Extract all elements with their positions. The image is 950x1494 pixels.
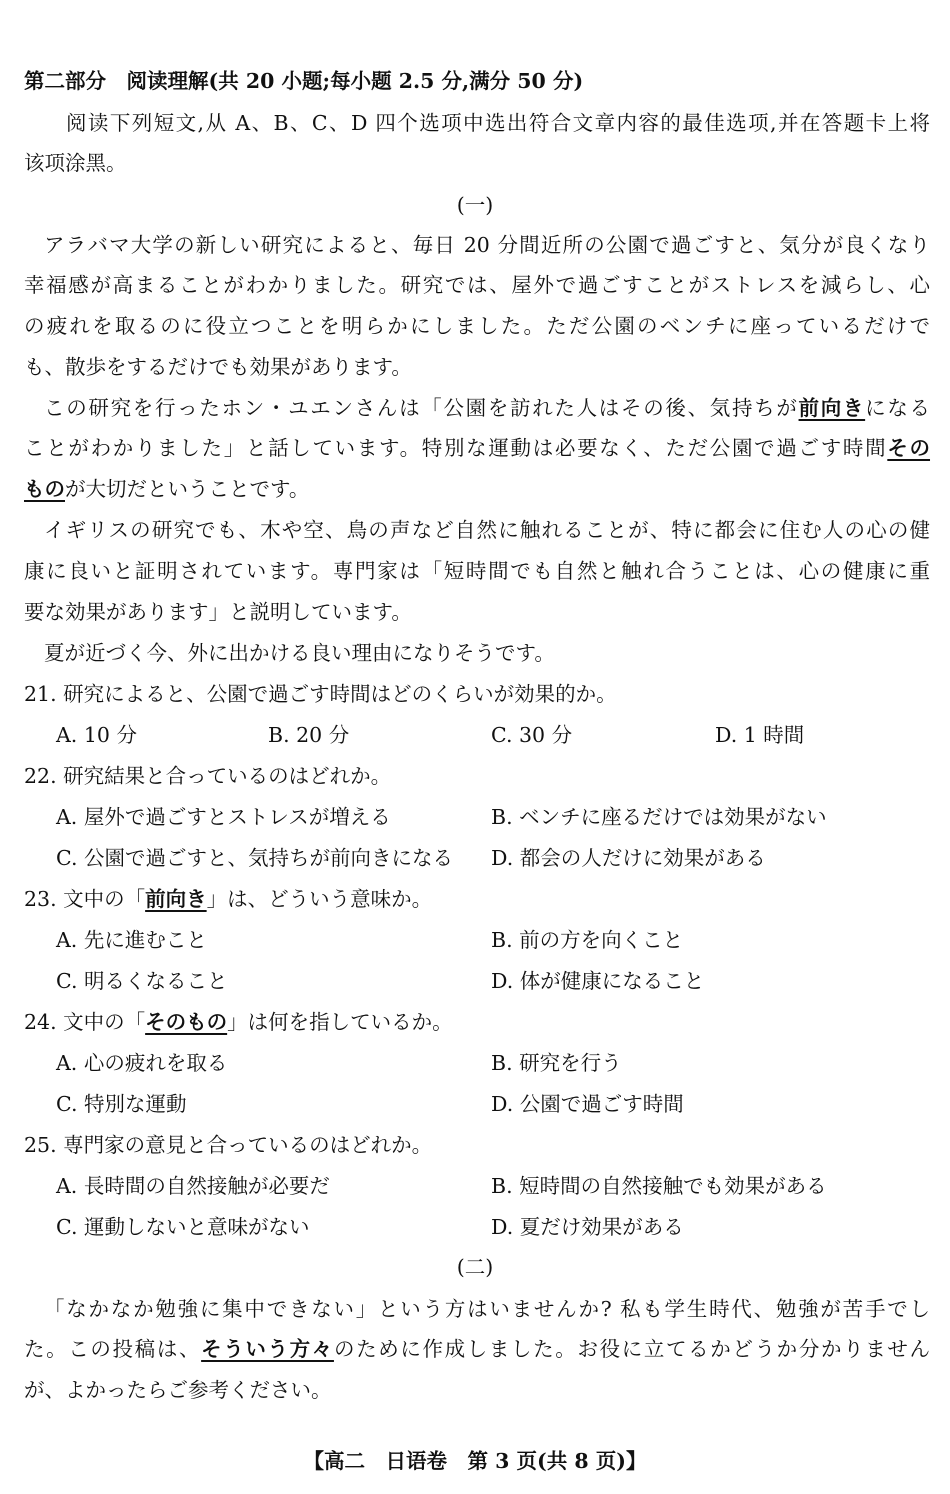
passage-2-line: が、よかったらご参考ください。 <box>24 1378 332 1402</box>
question-25-stem: 25. 専門家の意見と合っているのはどれか。 <box>24 1133 433 1157</box>
question-22-stem: 22. 研究結果と合っているのはどれか。 <box>24 764 392 788</box>
question-23-option-d: D. 体が健康になること <box>491 969 705 993</box>
question-23-option-a: A. 先に進むこと <box>56 928 207 952</box>
question-25-option-d: D. 夏だけ効果がある <box>491 1215 684 1239</box>
passage-1-line: 夏が近づく今、外に出かける良い理由になりそうです。 <box>44 641 555 665</box>
underlined-word-souiu-katagata: そういう方々 <box>201 1337 334 1361</box>
underlined-word-sonomono-part1: その <box>887 436 931 460</box>
question-22-option-c: C. 公園で過ごすと、気持ちが前向きになる <box>56 846 453 870</box>
passage-1-label: (一) <box>456 193 494 217</box>
question-24-option-c: C. 特別な運動 <box>56 1092 187 1116</box>
underlined-word: 前向き <box>145 887 207 911</box>
text-span: のために作成しました。お役に立てるかどうか分かりません <box>333 1337 931 1361</box>
passage-1-line <box>24 474 930 504</box>
passage-2-line: 「なかなか勉強に集中できない」という方はいませんか? 私も学生時代、勉強が苦手でし <box>44 1297 930 1321</box>
page-footer: 【高二 日语卷 第 3 页(共 8 页)】 <box>303 1449 647 1473</box>
question-25-option-c: C. 運動しないと意味がない <box>56 1215 310 1239</box>
question-24-stem <box>24 1007 930 1037</box>
underlined-word-maemuki: 前向き <box>798 396 866 420</box>
section-header: 第二部分 阅读理解(共 20 小题;每小题 2.5 分,满分 50 分) <box>24 69 584 93</box>
text-span: 」は何を指しているか。 <box>227 1010 453 1034</box>
text-span: ことがわかりました」と話しています。特別な運動は必要なく、ただ公園で過ごす時間 <box>24 436 888 460</box>
passage-1-line: 康に良いと証明されています。専門家は「短時間でも自然と触れ合うことは、心の健康に重 <box>24 559 930 583</box>
question-22-option-a: A. 屋外で過ごすとストレスが増える <box>56 805 391 829</box>
text-span: 24. 文中の「 <box>24 1010 146 1034</box>
question-21-option-c: C. 30 分 <box>491 723 573 747</box>
passage-1-line: アラバマ大学の新しい研究によると、毎日 20 分間近所の公園で過ごすと、気分が良くなり <box>44 233 930 257</box>
text-span: この研究を行ったホン・ユエンさんは「公園を訪れた人はその後、気持ちが <box>44 396 799 420</box>
question-21-option-d: D. 1 時間 <box>715 723 805 747</box>
question-22-option-d: D. 都会の人だけに効果がある <box>491 846 766 870</box>
question-21-stem: 21. 研究によると、公園で過ごす時間はどのくらいが効果的か。 <box>24 682 617 706</box>
passage-1-line <box>44 393 930 423</box>
passage-1-line: も、散歩をするだけでも効果があります。 <box>24 355 412 379</box>
question-24-option-d: D. 公園で過ごす時間 <box>491 1092 684 1116</box>
question-25-option-b: B. 短時間の自然接触でも効果がある <box>491 1174 827 1198</box>
passage-2-label: (二) <box>456 1255 494 1279</box>
question-21-option-b: B. 20 分 <box>268 723 350 747</box>
passage-1-line: イギリスの研究でも、木や空、鳥の声など自然に触れることが、特に都会に住む人の心の健 <box>44 518 930 542</box>
question-24-option-a: A. 心の疲れを取る <box>56 1051 228 1075</box>
question-24-option-b: B. 研究を行う <box>491 1051 622 1075</box>
question-23-option-b: B. 前の方を向くこと <box>491 928 684 952</box>
passage-2-line <box>24 1334 930 1364</box>
underlined-word-sonomono-part2: もの <box>24 477 65 501</box>
passage-1-line: の疲れを取るのに役立つことを明らかにしました。ただ公園のベンチに座っているだけで <box>24 314 930 338</box>
question-23-stem <box>24 884 930 914</box>
underlined-word: そのもの <box>145 1010 228 1034</box>
instructions-line-1: 阅读下列短文,从 A、B、C、D 四个选项中选出符合文章内容的最佳选项,并在答题卡上将 <box>66 111 930 135</box>
text-span: 」は、どういう意味か。 <box>206 887 433 911</box>
passage-1-line: 幸福感が高まることがわかりました。研究では、屋外で過ごすことがストレスを減らし、心 <box>24 273 930 297</box>
passage-1-line: 要な効果があります」と説明しています。 <box>24 600 412 624</box>
question-21-option-a: A. 10 分 <box>56 723 137 747</box>
instructions-line-2: 该项涂黑。 <box>24 151 127 175</box>
text-span: 23. 文中の「 <box>24 887 146 911</box>
text-span: た。この投稿は、 <box>24 1337 202 1361</box>
question-25-option-a: A. 長時間の自然接触が必要だ <box>56 1174 330 1198</box>
question-22-option-b: B. ベンチに座るだけでは効果がない <box>491 805 827 829</box>
passage-1-line <box>24 433 930 463</box>
question-23-option-c: C. 明るくなること <box>56 969 228 993</box>
text-span: が大切だということです。 <box>65 477 310 501</box>
text-span: になる <box>865 396 931 420</box>
